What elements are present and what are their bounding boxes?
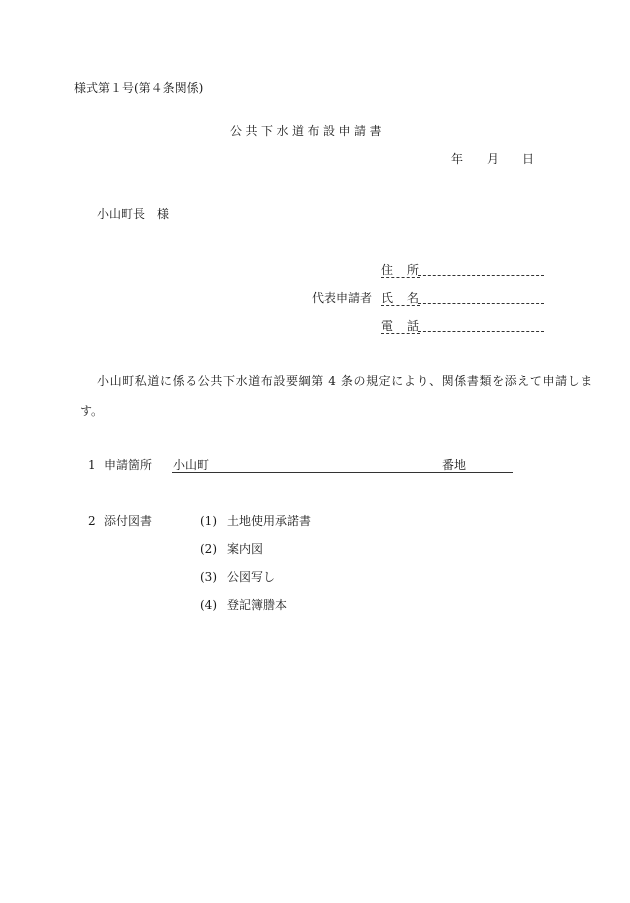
section-2-number: 2: [88, 514, 96, 528]
date-month-label: 月: [487, 152, 500, 166]
location-suffix: 番地: [442, 458, 467, 472]
section-1-label: 申請箇所: [104, 458, 153, 472]
name-field[interactable]: [418, 303, 544, 304]
body-text-line-1: 小山町私道に係る公共下水道布設要綱第 4 条の規定により、関係書類を添えて申請しま: [97, 374, 593, 388]
location-field[interactable]: [172, 472, 513, 473]
representative-label: 代表申請者: [312, 291, 373, 305]
location-prefix: 小山町: [173, 458, 210, 472]
address-field[interactable]: [418, 275, 544, 276]
addressee: 小山町長 様: [97, 207, 170, 221]
document-number: (2): [200, 542, 217, 556]
document-number: (3): [200, 570, 217, 584]
document-name: 土地使用承諾書: [227, 514, 312, 528]
form-number: 様式第１号(第４条関係): [74, 81, 204, 95]
phone-label: 電 話: [381, 319, 421, 333]
address-label: 住 所: [381, 263, 421, 277]
section-1-number: 1: [88, 458, 96, 472]
section-2-label: 添付図書: [104, 514, 153, 528]
phone-field[interactable]: [418, 331, 544, 332]
body-text-line-2: す。: [80, 404, 104, 418]
name-label: 氏 名: [381, 291, 421, 305]
document-name: 公図写し: [227, 570, 276, 584]
date-year-label: 年: [451, 152, 464, 166]
page-title: 公共下水道布設申請書: [230, 124, 386, 138]
document-name: 案内図: [227, 542, 264, 556]
date-day-label: 日: [522, 152, 535, 166]
document-number: (1): [200, 514, 217, 528]
document-name: 登記簿謄本: [227, 598, 288, 612]
document-number: (4): [200, 598, 217, 612]
